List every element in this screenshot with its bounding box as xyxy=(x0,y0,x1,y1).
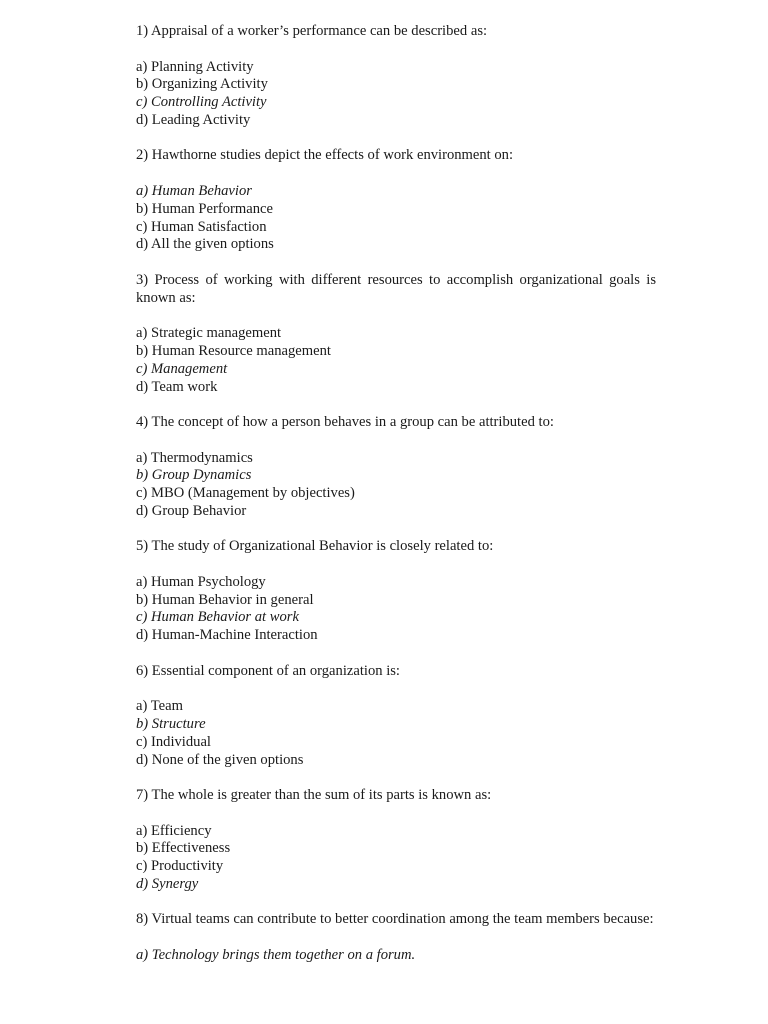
option-list xyxy=(136,450,656,521)
option-d: d) Team work xyxy=(136,378,218,395)
option-b-answer: b) Structure xyxy=(136,716,206,733)
document-page xyxy=(136,23,656,982)
option-b: b) Organizing Activity xyxy=(136,76,268,93)
option-d: d) None of the given options xyxy=(136,751,304,768)
option-b: b) Human Performance xyxy=(136,200,273,217)
question-text: 7) The whole is greater than the sum of its parts is known as: xyxy=(136,787,492,804)
option-a: a) Thermodynamics xyxy=(136,449,253,466)
option-a-answer: a) Human Behavior xyxy=(136,182,252,199)
option-c-answer: c) Human Behavior at work xyxy=(136,609,299,626)
question-3 xyxy=(136,272,656,397)
option-a: a) Human Psychology xyxy=(136,573,266,590)
option-list xyxy=(136,823,656,894)
option-d: d) Group Behavior xyxy=(136,502,247,519)
question-text: 2) Hawthorne studies depict the effects of work environment on: xyxy=(136,147,514,164)
option-list xyxy=(136,325,656,396)
question-text: 3) Process of working with different resources to accomplish organizational goals is known as: xyxy=(136,271,656,306)
question-text: 4) The concept of how a person behaves in a group can be attributed to: xyxy=(136,413,554,430)
question-8 xyxy=(136,911,656,964)
option-c: c) Individual xyxy=(136,733,211,750)
question-6 xyxy=(136,663,656,770)
option-b-answer: b) Group Dynamics xyxy=(136,467,252,484)
option-c: c) Productivity xyxy=(136,858,224,875)
option-c: c) Human Satisfaction xyxy=(136,218,267,235)
option-a: a) Planning Activity xyxy=(136,58,254,75)
option-d-answer: d) Synergy xyxy=(136,876,199,893)
question-text: 6) Essential component of an organization is: xyxy=(136,662,400,679)
option-b: b) Human Behavior in general xyxy=(136,591,314,608)
option-c-answer: c) Controlling Activity xyxy=(136,94,267,111)
option-d: d) All the given options xyxy=(136,236,274,253)
question-1 xyxy=(136,23,656,130)
option-a: a) Team xyxy=(136,698,183,715)
option-list xyxy=(136,947,656,965)
question-4 xyxy=(136,414,656,521)
option-list xyxy=(136,574,656,645)
option-list xyxy=(136,183,656,254)
question-text: 1) Appraisal of a worker’s performance can be described as: xyxy=(136,23,488,39)
question-text: 5) The study of Organizational Behavior is closely related to: xyxy=(136,538,494,555)
option-a: a) Strategic management xyxy=(136,325,282,342)
question-2 xyxy=(136,147,656,254)
option-a: a) Efficiency xyxy=(136,822,212,839)
question-text: 8) Virtual teams can contribute to better coordination among the team members because: xyxy=(136,911,654,928)
option-b: b) Effectiveness xyxy=(136,840,231,857)
question-5 xyxy=(136,538,656,645)
option-list xyxy=(136,59,656,130)
option-c-answer: c) Management xyxy=(136,360,228,377)
option-c: c) MBO (Management by objectives) xyxy=(136,485,355,502)
option-b: b) Human Resource management xyxy=(136,342,331,359)
question-7 xyxy=(136,787,656,894)
option-list xyxy=(136,698,656,769)
option-a-answer: a) Technology brings them together on a forum. xyxy=(136,947,416,964)
option-d: d) Leading Activity xyxy=(136,111,251,128)
option-d: d) Human-Machine Interaction xyxy=(136,627,318,644)
